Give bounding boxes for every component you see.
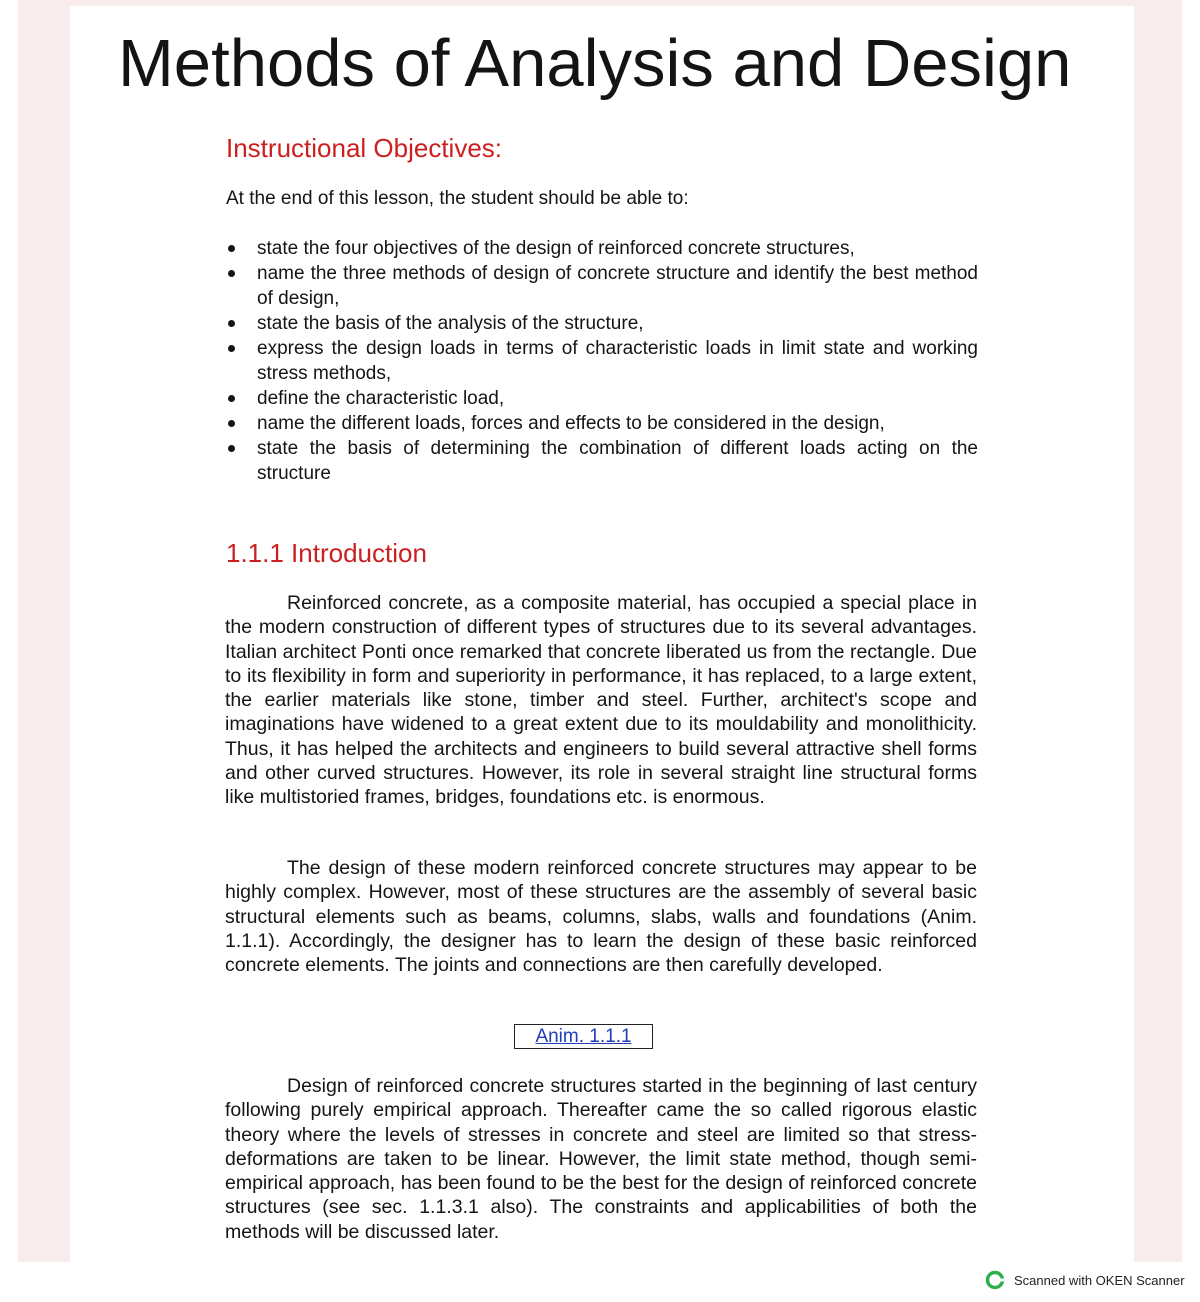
list-item — [226, 386, 978, 411]
bullet-icon — [228, 270, 235, 277]
list-item-text: name the different loads, forces and effects to be considered in the design, — [257, 413, 885, 434]
bullet-icon — [228, 445, 235, 452]
list-item-text: define the characteristic load, — [257, 388, 505, 409]
page-title: Methods of Analysis and Design — [118, 26, 1072, 101]
list-item-text: express the design loads in terms of characteristic loads in limit state and working stress methods, — [257, 338, 978, 384]
watermark-text: Scanned with OKEN Scanner — [1014, 1272, 1185, 1288]
list-item — [226, 236, 978, 261]
introduction-heading: 1.1.1 Introduction — [226, 538, 427, 568]
bullet-icon — [228, 395, 235, 402]
list-item-text: name the three methods of design of concrete structure and identify the best method of design, — [257, 263, 978, 309]
intro-paragraph-3: Design of reinforced concrete structures started in the beginning of last century following purely empirical approach. Thereafter came the so called rigorous elastic theory where the levels of stresses in concrete and steel are limited so that stress-deformations are taken to be linear. However, the limit state method, though semi-empirical approach, has been found to be the best for the design of reinforced concrete structures (see sec. 1.1.3.1 also). The constraints and applicabilities of both the methods will be discussed later. — [225, 1075, 977, 1243]
anim-link[interactable]: Anim. 1.1.1 — [514, 1024, 653, 1049]
bullet-icon — [228, 420, 235, 427]
objectives-lead: At the end of this lesson, the student should be able to: — [226, 188, 689, 209]
bullet-icon — [228, 245, 235, 252]
list-item — [226, 261, 978, 311]
objectives-heading: Instructional Objectives: — [226, 133, 503, 163]
oken-scanner-logo-icon — [985, 1270, 1005, 1290]
list-item-text: state the basis of determining the combination of different loads acting on the structure — [257, 438, 978, 484]
list-item — [226, 436, 978, 486]
bullet-icon — [228, 320, 235, 327]
list-item — [226, 336, 978, 386]
list-item — [226, 311, 978, 336]
scanner-watermark — [985, 1270, 1185, 1290]
objectives-list — [226, 236, 978, 486]
intro-paragraph-2: The design of these modern reinforced concrete structures may appear to be highly complex. However, most of these structures are the assembly of several basic structural elements such as beams, columns, slabs, walls and foundations (Anim. 1.1.1). Accordingly, the designer has to learn the design of these basic reinforced concrete elements. The joints and connections are then carefully developed. — [225, 857, 977, 977]
list-item-text: state the basis of the analysis of the structure, — [257, 313, 644, 334]
intro-paragraph-1: Reinforced concrete, as a composite material, has occupied a special place in the modern construction of different types of structures due to its several advantages. Italian architect Ponti once remarked that concrete liberated us from the rectangle. Due to its flexibility in form and superiority in performance, it has replaced, to a large extent, the earlier materials like stone, timber and steel. Further, architect's scope and imaginations have widened to a great extent due to its mouldability and monolithicity. Thus, it has helped the architects and engineers to build several attractive shell forms and other curved structures. However, its role in several straight line structural forms like multistoried frames, bridges, foundations etc. is enormous. — [225, 592, 977, 809]
list-item-text: state the four objectives of the design of reinforced concrete structures, — [257, 238, 855, 259]
list-item — [226, 411, 978, 436]
bullet-icon — [228, 345, 235, 352]
